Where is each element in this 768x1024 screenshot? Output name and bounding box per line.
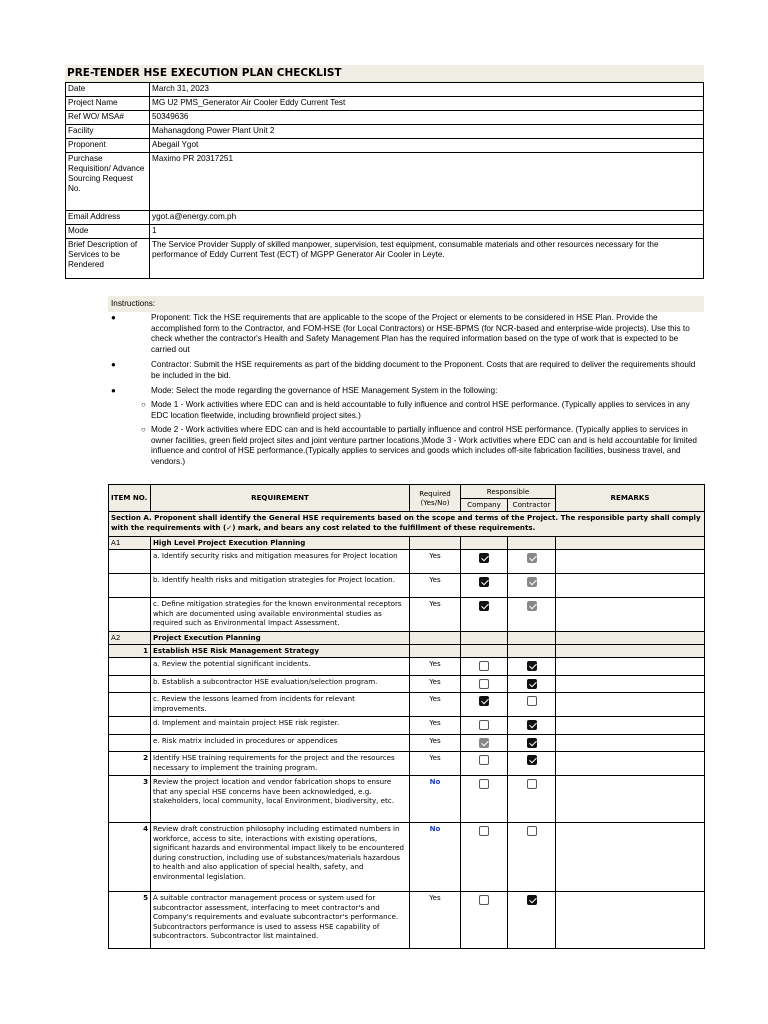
- table-row: [109, 717, 705, 735]
- row-required: Yes: [410, 675, 461, 693]
- instruction-proponent: Proponent: Tick the HSE requirements that are applicable to the scope of the Project or elements to be considered in HSE Plan. Provide the accomplished form to the Contractor, and FOM-HSE (for Local Contractors) or HSE-BPMS (for NCR-based and enterprise-wide projects). Use this to check whether the contractor's Health and Safety Management Plan has the required information based on the type of work that is expected to be carried out: [151, 313, 690, 354]
- company-checkbox[interactable]: [479, 895, 489, 905]
- row-required: Yes: [410, 892, 461, 949]
- instruction-mode-2: Mode 2 - Work activities where EDC can and is held accountable to partially influence and control HSE performance. (Typically applies to services in owner facilities, green field project sites and joint venture partner locations.)Mode 3 - Work activities where EDC can and is held accountable for limited influence and control of HSE performance.(Typically applies to services and goods which includes off-site fabrication facilities, business travel, and vendors.): [151, 425, 697, 466]
- row-requirement: c. Define mitigation strategies for the known environmental receptors which are documented using available environmental studies as required such as Environmental Impact Assessment.: [151, 598, 410, 632]
- company-checkbox[interactable]: [479, 661, 489, 671]
- row-contractor-cell: [508, 693, 556, 717]
- company-checkbox[interactable]: [479, 696, 489, 706]
- row-required: Yes: [410, 693, 461, 717]
- row-company-cell: [461, 574, 508, 598]
- row-company-cell: [461, 550, 508, 574]
- col-company: Company: [461, 499, 508, 512]
- bullet-icon: ●: [111, 360, 116, 369]
- col-requirement: REQUIREMENT: [151, 485, 410, 512]
- table-row: [109, 693, 705, 717]
- contractor-checkbox[interactable]: [527, 826, 537, 836]
- contractor-checkbox[interactable]: [527, 779, 537, 789]
- row-requirement: a. Review the potential significant incidents.: [151, 658, 410, 676]
- bullet-icon: ●: [111, 386, 116, 395]
- row-contractor-cell: [508, 675, 556, 693]
- row-remarks[interactable]: [556, 598, 705, 632]
- row-remarks[interactable]: [556, 752, 705, 776]
- a1-item-no: A1: [109, 537, 151, 550]
- row-contractor-cell: [508, 658, 556, 676]
- contractor-checkbox[interactable]: [527, 696, 537, 706]
- ref-wo-value: 50349636: [150, 111, 704, 125]
- contractor-checkbox[interactable]: [527, 720, 537, 730]
- row-requirement: e. Risk matrix included in procedures or appendices: [151, 734, 410, 752]
- instruction-mode: Mode: Select the mode regarding the governance of HSE Management System in the following:: [151, 386, 498, 395]
- row-contractor-cell: [508, 823, 556, 892]
- project-name-label: Project Name: [66, 97, 150, 111]
- col-contractor: Contractor: [508, 499, 556, 512]
- row-required: Yes: [410, 598, 461, 632]
- facility-label: Facility: [66, 125, 150, 139]
- contractor-checkbox[interactable]: [527, 661, 537, 671]
- table-row: [109, 574, 705, 598]
- row-requirement: a. Identify security risks and mitigation measures for Project location: [151, 550, 410, 574]
- mode-label: Mode: [66, 225, 150, 239]
- row-company-cell: [461, 658, 508, 676]
- email-label: Email Address: [66, 211, 150, 225]
- row-company-cell: [461, 823, 508, 892]
- row-company-cell: [461, 693, 508, 717]
- row-company-cell: [461, 598, 508, 632]
- col-item-no: ITEM NO.: [109, 485, 151, 512]
- row-contractor-cell: [508, 734, 556, 752]
- instruction-contractor: Contractor: Submit the HSE requirements as part of the bidding document to the Proponent. Costs that are required to deliver the requirements should be included in the bid.: [151, 360, 696, 380]
- contractor-checkbox[interactable]: [527, 679, 537, 689]
- row-item-no: [109, 675, 151, 693]
- row-required: Yes: [410, 658, 461, 676]
- bullet-icon: ●: [111, 313, 116, 322]
- contractor-checkbox[interactable]: [527, 738, 537, 748]
- row-remarks[interactable]: [556, 892, 705, 949]
- row-item-no: [109, 693, 151, 717]
- table-row: [109, 598, 705, 632]
- company-checkbox[interactable]: [479, 738, 489, 748]
- a2-item-no: A2: [109, 632, 151, 645]
- description-label: Brief Description of Services to be Rendered: [66, 239, 150, 279]
- row-item-no: 4: [109, 823, 151, 892]
- table-row: [109, 823, 705, 892]
- table-row: [109, 776, 705, 823]
- purchase-requisition-label: Purchase Requisition/ Advance Sourcing Request No.: [66, 153, 150, 211]
- row-remarks[interactable]: [556, 658, 705, 676]
- table-row: [109, 892, 705, 949]
- row-item-no: [109, 734, 151, 752]
- contractor-checkbox[interactable]: [527, 755, 537, 765]
- row-required: Yes: [410, 574, 461, 598]
- row-contractor-cell: [508, 574, 556, 598]
- row-requirement: Review the project location and vendor fabrication shops to ensure that any special HSE concerns have been acknowledged, e.g. stakeholders, local community, local Environment, biodiversity, etc.: [151, 776, 410, 823]
- table-row: [109, 550, 705, 574]
- company-checkbox[interactable]: [479, 679, 489, 689]
- row-remarks[interactable]: [556, 823, 705, 892]
- row-requirement: c. Review the lessons learned from incidents for relevant improvements.: [151, 693, 410, 717]
- row-contractor-cell: [508, 717, 556, 735]
- row-requirement: b. Identify health risks and mitigation strategies for Project location.: [151, 574, 410, 598]
- row-company-cell: [461, 675, 508, 693]
- description-value: The Service Provider Supply of skilled manpower, supervision, test equipment, consumable materials and other resources necessary for the performance of Eddy Current Test (ECT) of MGPP Generator Air Cooler in Leyte.: [150, 239, 704, 279]
- row-company-cell: [461, 717, 508, 735]
- row-company-cell: [461, 776, 508, 823]
- instruction-mode-1: Mode 1 - Work activities where EDC can and is held accountable to fully influence and control HSE performance. (Typically applies to services in any EDC location fleetwide, including brownfield project sites.): [151, 400, 690, 420]
- contractor-checkbox[interactable]: [527, 577, 537, 587]
- row-company-cell: [461, 892, 508, 949]
- row-required: No: [410, 776, 461, 823]
- contractor-checkbox[interactable]: [527, 553, 537, 563]
- facility-value: Mahanagdong Power Plant Unit 2: [150, 125, 704, 139]
- row-remarks[interactable]: [556, 574, 705, 598]
- contractor-checkbox[interactable]: [527, 601, 537, 611]
- row-required: Yes: [410, 752, 461, 776]
- row-contractor-cell: [508, 550, 556, 574]
- row-required: Yes: [410, 717, 461, 735]
- col-required: Required (Yes/No): [410, 485, 461, 512]
- row-contractor-cell: [508, 598, 556, 632]
- row-item-no: 2: [109, 752, 151, 776]
- proponent-label: Proponent: [66, 139, 150, 153]
- a2-title: Project Execution Planning: [151, 632, 410, 645]
- company-checkbox[interactable]: [479, 577, 489, 587]
- row-contractor-cell: [508, 752, 556, 776]
- email-value: ygot.a@energy.com.ph: [150, 211, 704, 225]
- row-required: Yes: [410, 550, 461, 574]
- sub-bullet-icon: ○: [141, 425, 146, 434]
- instructions-heading: Instructions:: [108, 296, 704, 312]
- project-name-value: MG U2 PMS_Generator Air Cooler Eddy Current Test: [150, 97, 704, 111]
- row-remarks[interactable]: [556, 675, 705, 693]
- document-title: PRE-TENDER HSE EXECUTION PLAN CHECKLIST: [65, 65, 704, 82]
- mode-value: 1: [150, 225, 704, 239]
- company-checkbox[interactable]: [479, 553, 489, 563]
- proponent-value: Abegail Ygot: [150, 139, 704, 153]
- a1-title: High Level Project Execution Planning: [151, 537, 410, 550]
- row-item-no: [109, 658, 151, 676]
- row-company-cell: [461, 752, 508, 776]
- table-row: [109, 675, 705, 693]
- row-item-no: [109, 717, 151, 735]
- date-label: Date: [66, 83, 150, 97]
- company-checkbox[interactable]: [479, 601, 489, 611]
- row-item-no: [109, 574, 151, 598]
- project-info-table: [65, 82, 704, 279]
- col-responsible: Responsible: [461, 485, 556, 499]
- company-checkbox[interactable]: [479, 755, 489, 765]
- row-requirement: d. Implement and maintain project HSE risk register.: [151, 717, 410, 735]
- row-remarks[interactable]: [556, 734, 705, 752]
- row-item-no: 5: [109, 892, 151, 949]
- row-remarks[interactable]: [556, 550, 705, 574]
- table-row: [109, 752, 705, 776]
- row-remarks[interactable]: [556, 717, 705, 735]
- col-remarks: REMARKS: [556, 485, 705, 512]
- company-checkbox[interactable]: [479, 720, 489, 730]
- a2-1-title: Establish HSE Risk Management Strategy: [151, 645, 410, 658]
- row-item-no: 3: [109, 776, 151, 823]
- row-contractor-cell: [508, 776, 556, 823]
- ref-wo-label: Ref WO/ MSA#: [66, 111, 150, 125]
- date-value: March 31, 2023: [150, 83, 704, 97]
- company-checkbox[interactable]: [479, 826, 489, 836]
- row-requirement: Identify HSE training requirements for the project and the resources necessary to implement the training program.: [151, 752, 410, 776]
- purchase-requisition-value: Maximo PR 20317251: [150, 153, 704, 211]
- section-a-heading: Section A. Proponent shall identify the General HSE requirements based on the scope and terms of the Project. The responsible party shall comply with the requirements with (✓) mark, and bears any cost related to the fulfillment of these requirements.: [109, 512, 705, 537]
- table-row: [109, 658, 705, 676]
- sub-bullet-icon: ○: [141, 400, 146, 409]
- row-item-no: [109, 598, 151, 632]
- row-contractor-cell: [508, 892, 556, 949]
- row-remarks[interactable]: [556, 776, 705, 823]
- table-row: [109, 734, 705, 752]
- row-requirement: b. Establish a subcontractor HSE evaluation/selection program.: [151, 675, 410, 693]
- hse-checklist-table: [108, 484, 705, 949]
- row-requirement: A suitable contractor management process or system used for subcontractor assessment, interfacing to meet contractor's and Company's requirements and evaluate subcontractor's performance. Subcontractors performance is used to assess HSE capability of subcontractors. Subcontractor list maintained.: [151, 892, 410, 949]
- row-required: Yes: [410, 734, 461, 752]
- contractor-checkbox[interactable]: [527, 895, 537, 905]
- a2-1-item-no: 1: [109, 645, 151, 658]
- row-requirement: Review draft construction philosophy including estimated numbers in workforce, access to site, interactions with existing operations, significant hazards and environmental impact likely to be encountered during construction, including use of substances/materials hazardous to health and also application of special health, safety, and environmental legislation.: [151, 823, 410, 892]
- row-required: No: [410, 823, 461, 892]
- row-remarks[interactable]: [556, 693, 705, 717]
- row-item-no: [109, 550, 151, 574]
- row-company-cell: [461, 734, 508, 752]
- company-checkbox[interactable]: [479, 779, 489, 789]
